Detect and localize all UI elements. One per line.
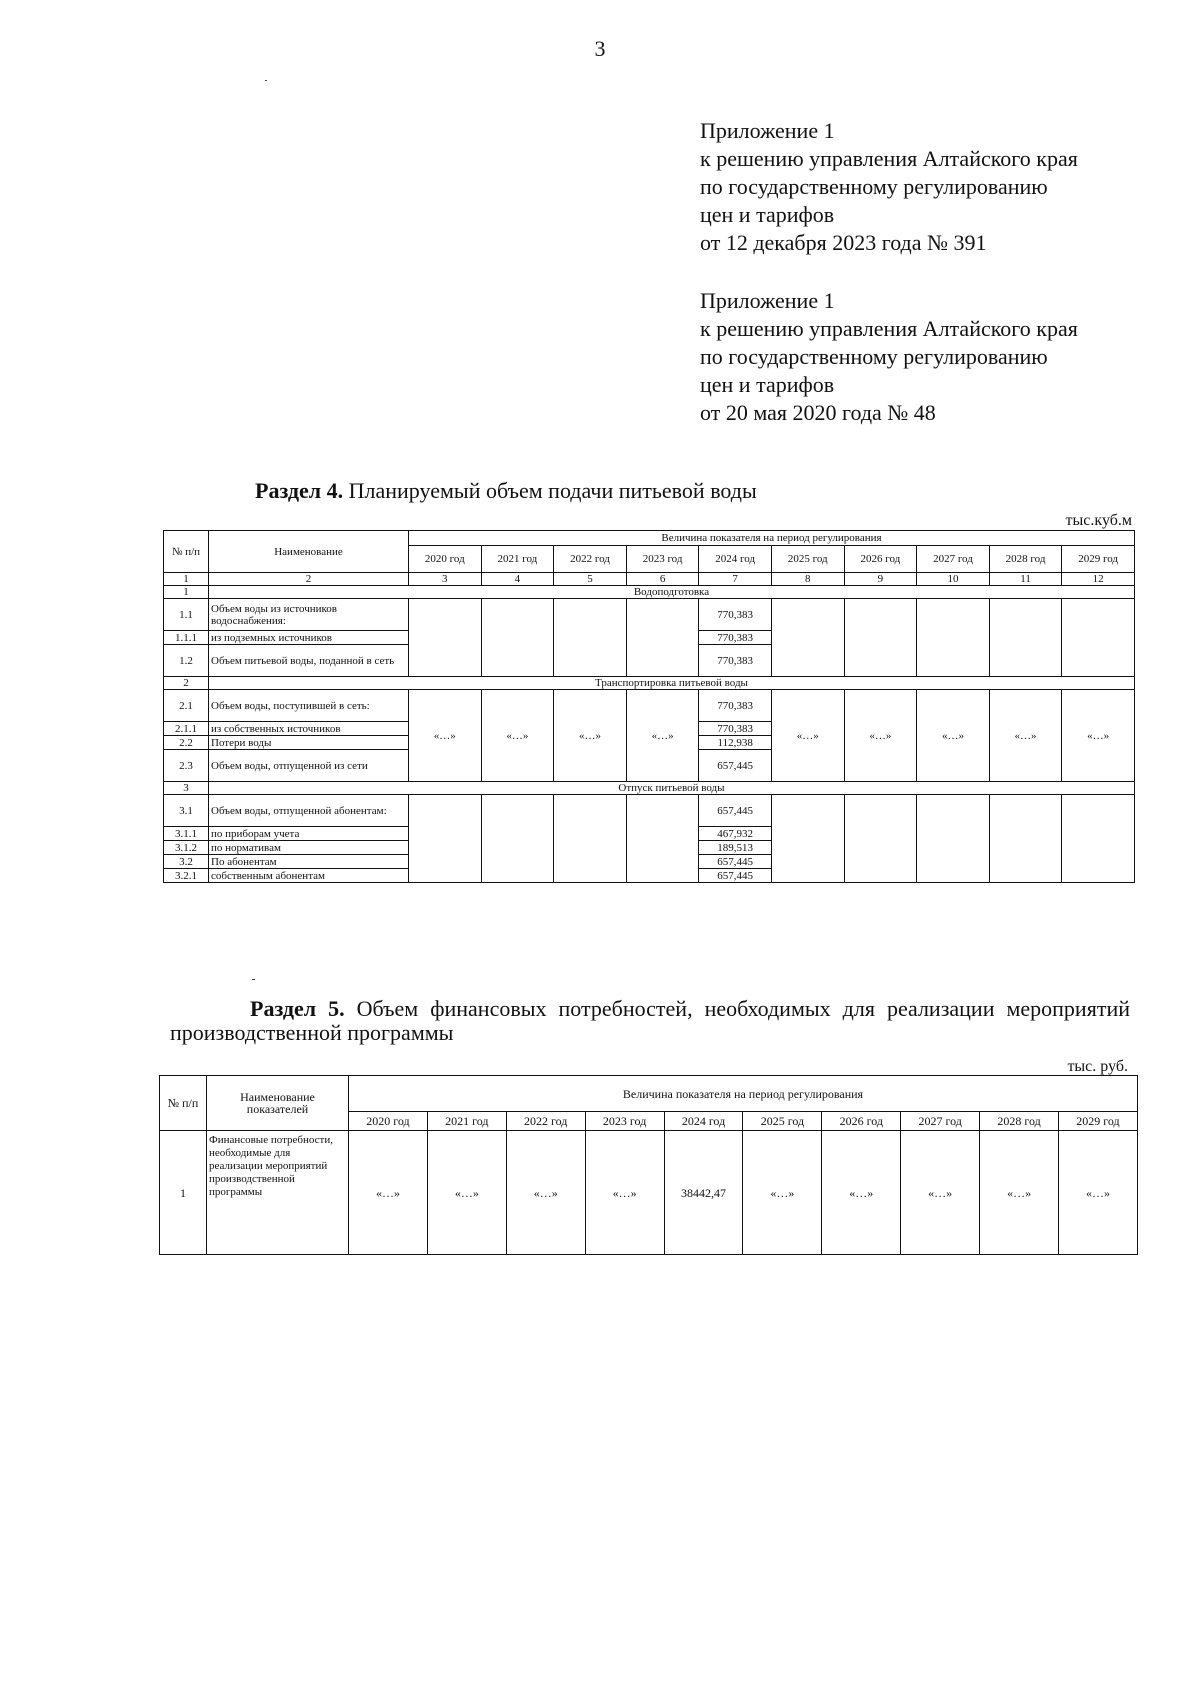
row-name: Финансовые потребности, необходимые для реализации мероприятий производственной программы: [207, 1131, 349, 1255]
year-value: [917, 599, 990, 677]
group-title: Транспортировка питьевой воды: [209, 677, 1135, 690]
value-2024: 657,445: [699, 750, 772, 782]
header-period: Величина показателя на период регулирования: [409, 531, 1135, 546]
value-2024: 770,383: [699, 722, 772, 736]
year-value: [771, 795, 844, 883]
year-value: «…»: [506, 1131, 585, 1255]
header-year: 2028 год: [980, 1112, 1059, 1131]
appendix-line: к решению управления Алтайского края: [700, 316, 1078, 341]
year-value: [989, 795, 1062, 883]
year-value: «…»: [989, 690, 1062, 782]
appendix-line: от 12 декабря 2023 года № 391: [700, 230, 987, 255]
year-value: [409, 795, 482, 883]
header-year: 2023 год: [585, 1112, 664, 1131]
section5-title-text: Объем финансовых потребностей, необходимых для реализации мероприятий производственной программы: [170, 996, 1130, 1045]
appendix-line: к решению управления Алтайского края: [700, 146, 1078, 171]
section4-title: [255, 478, 757, 504]
header-year: 2029 год: [1062, 546, 1135, 573]
value-2024: 467,932: [699, 827, 772, 841]
row-name: собственным абонентам: [209, 869, 409, 883]
header-row: [160, 1076, 1138, 1112]
row-name: из подземных источников: [209, 631, 409, 645]
group-title: Отпуск питьевой воды: [209, 782, 1135, 795]
section5-title: [170, 997, 1130, 1045]
section5-table-body: [160, 1076, 1138, 1255]
appendix-line: Приложение 1: [700, 118, 835, 143]
year-value: [409, 599, 482, 677]
year-value: [1062, 599, 1135, 677]
section5-label: Раздел 5.: [250, 996, 345, 1021]
column-number: 12: [1062, 573, 1135, 586]
row-name: Объем питьевой воды, поданной в сеть: [209, 645, 409, 677]
value-2024: 112,938: [699, 736, 772, 750]
header-year: 2026 год: [844, 546, 917, 573]
appendix-line: по государственному регулированию: [700, 174, 1048, 199]
page-number: 3: [594, 36, 606, 61]
table-row: [164, 690, 1135, 722]
column-numbers-row: [164, 573, 1135, 586]
group-num: 1: [164, 586, 209, 599]
row-num: 1.1: [164, 599, 209, 631]
section-row: [164, 782, 1135, 795]
row-name: Объем воды, отпущенной абонентам:: [209, 795, 409, 827]
year-value: [554, 795, 627, 883]
section5-unit: тыс. руб.: [1067, 1058, 1128, 1075]
header-name: Наименование: [209, 531, 409, 573]
column-number: 8: [771, 573, 844, 586]
row-name: по приборам учета: [209, 827, 409, 841]
table-row: [164, 599, 1135, 631]
column-number: 11: [989, 573, 1062, 586]
appendix-line: цен и тарифов: [700, 202, 835, 227]
year-value: «…»: [901, 1131, 980, 1255]
year-value: [481, 795, 554, 883]
value-2024: 770,383: [699, 645, 772, 677]
year-value: «…»: [980, 1131, 1059, 1255]
header-row: [164, 531, 1135, 546]
year-value: «…»: [349, 1131, 428, 1255]
row-num: 1.1.1: [164, 631, 209, 645]
header-year: 2020 год: [349, 1112, 428, 1131]
value-2024: 657,445: [699, 855, 772, 869]
year-value: «…»: [585, 1131, 664, 1255]
row-name: по нормативам: [209, 841, 409, 855]
header-year: 2025 год: [771, 546, 844, 573]
row-num: 3.2.1: [164, 869, 209, 883]
year-value: [917, 795, 990, 883]
value-2024: 657,445: [699, 795, 772, 827]
header-year: 2022 год: [554, 546, 627, 573]
year-value: [626, 795, 699, 883]
appendix-current-block: [700, 117, 1078, 257]
section5-table: [159, 1075, 1138, 1255]
section4-table-body: [164, 531, 1135, 883]
column-number: 9: [844, 573, 917, 586]
section-row: [164, 677, 1135, 690]
appendix-line: цен и тарифов: [700, 372, 835, 397]
row-name: Потери воды: [209, 736, 409, 750]
value-2024: 770,383: [699, 631, 772, 645]
row-name: Объем воды из источников водоснабжения:: [209, 599, 409, 631]
header-name: Наименование показателей: [207, 1076, 349, 1131]
group-num: 2: [164, 677, 209, 690]
row-num: 3.1.2: [164, 841, 209, 855]
column-number: 1: [164, 573, 209, 586]
column-number: 2: [209, 573, 409, 586]
header-year: 2024 год: [664, 1112, 743, 1131]
year-value: «…»: [1062, 690, 1135, 782]
row-name: Объем воды, поступившей в сеть:: [209, 690, 409, 722]
year-value: [626, 599, 699, 677]
value-2024: 189,513: [699, 841, 772, 855]
year-value: «…»: [427, 1131, 506, 1255]
row-name: из собственных источников: [209, 722, 409, 736]
year-value: «…»: [917, 690, 990, 782]
year-value: «…»: [743, 1131, 822, 1255]
header-year: 2028 год: [989, 546, 1062, 573]
year-value: «…»: [1059, 1131, 1138, 1255]
section-row: [164, 586, 1135, 599]
appendix-line: по государственному регулированию: [700, 344, 1048, 369]
year-value: [1062, 795, 1135, 883]
row-num: 1.2: [164, 645, 209, 677]
row-num: 2.2: [164, 736, 209, 750]
year-value: [554, 599, 627, 677]
year-value: [771, 599, 844, 677]
header-year: 2023 год: [626, 546, 699, 573]
header-num: № п/п: [160, 1076, 207, 1131]
year-value: «…»: [822, 1131, 901, 1255]
table-row: [164, 795, 1135, 827]
stray-mark: [252, 979, 255, 980]
year-value: 38442,47: [664, 1131, 743, 1255]
group-num: 3: [164, 782, 209, 795]
column-number: 4: [481, 573, 554, 586]
header-year: 2022 год: [506, 1112, 585, 1131]
row-name: По абонентам: [209, 855, 409, 869]
year-value: [989, 599, 1062, 677]
header-year: 2027 год: [917, 546, 990, 573]
section4-table: [163, 530, 1135, 883]
section4-label: Раздел 4.: [255, 478, 344, 503]
year-value: «…»: [771, 690, 844, 782]
appendix-line: Приложение 1: [700, 288, 835, 313]
row-num: 2.3: [164, 750, 209, 782]
year-value: [844, 795, 917, 883]
header-year: 2029 год: [1059, 1112, 1138, 1131]
year-value: «…»: [409, 690, 482, 782]
header-year: 2024 год: [699, 546, 772, 573]
year-value: «…»: [481, 690, 554, 782]
value-2024: 770,383: [699, 690, 772, 722]
row-name: Объем воды, отпущенной из сети: [209, 750, 409, 782]
row-num: 2.1.1: [164, 722, 209, 736]
column-number: 10: [917, 573, 990, 586]
header-year: 2027 год: [901, 1112, 980, 1131]
header-year: 2026 год: [822, 1112, 901, 1131]
row-num: 1: [160, 1131, 207, 1255]
stray-mark: [265, 80, 267, 81]
row-num: 2.1: [164, 690, 209, 722]
year-value: «…»: [844, 690, 917, 782]
header-period: Величина показателя на период регулирования: [349, 1076, 1138, 1112]
header-num: № п/п: [164, 531, 209, 573]
section4-title-text: Планируемый объем подачи питьевой воды: [343, 478, 757, 503]
header-year: 2021 год: [481, 546, 554, 573]
row-num: 3.1.1: [164, 827, 209, 841]
header-year: 2020 год: [409, 546, 482, 573]
column-number: 5: [554, 573, 627, 586]
header-year: 2025 год: [743, 1112, 822, 1131]
year-value: «…»: [554, 690, 627, 782]
column-number: 6: [626, 573, 699, 586]
appendix-original-block: [700, 287, 1078, 427]
column-number: 3: [409, 573, 482, 586]
year-value: [481, 599, 554, 677]
year-value: [844, 599, 917, 677]
row-num: 3.1: [164, 795, 209, 827]
value-2024: 657,445: [699, 869, 772, 883]
table-row: [160, 1131, 1138, 1255]
header-year: 2021 год: [427, 1112, 506, 1131]
appendix-line: от 20 мая 2020 года № 48: [700, 400, 936, 425]
column-number: 7: [699, 573, 772, 586]
group-title: Водоподготовка: [209, 586, 1135, 599]
value-2024: 770,383: [699, 599, 772, 631]
row-num: 3.2: [164, 855, 209, 869]
section4-unit: тыс.куб.м: [1065, 512, 1132, 529]
year-value: «…»: [626, 690, 699, 782]
